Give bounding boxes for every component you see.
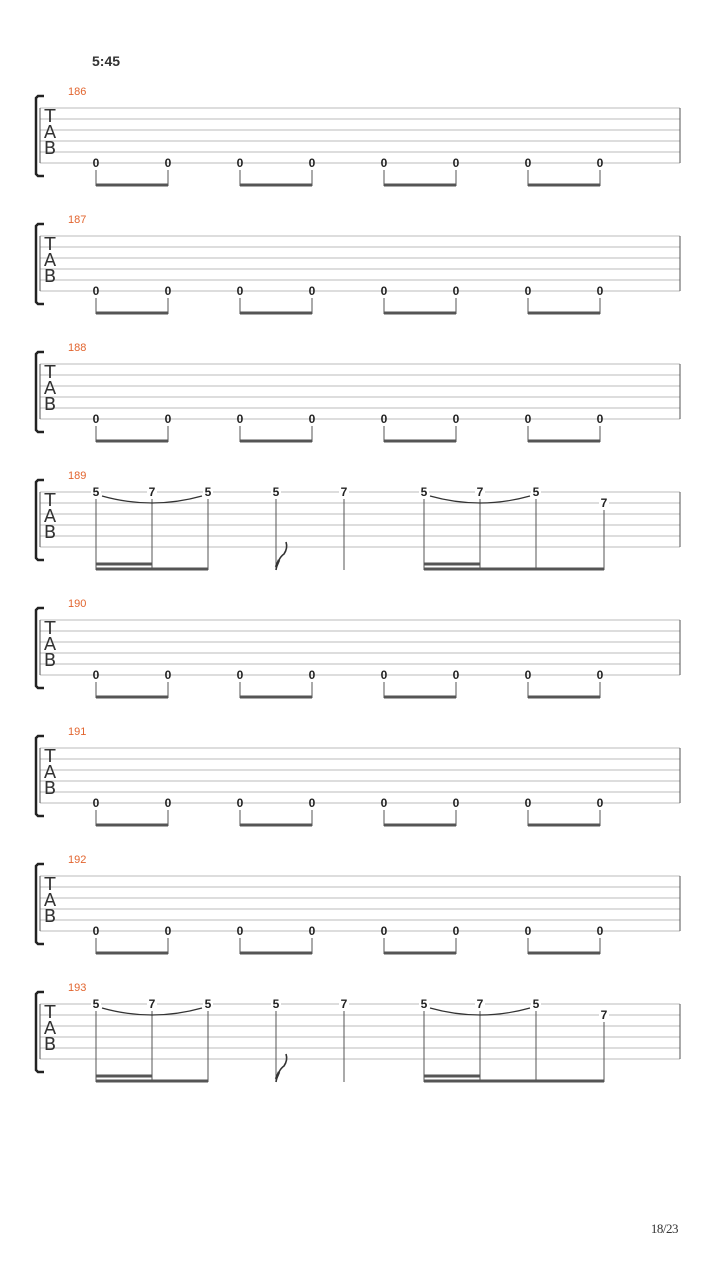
fret-number: 0 xyxy=(596,796,604,810)
fret-number: 5 xyxy=(420,997,428,1011)
fret-number: 0 xyxy=(236,796,244,810)
tab-system xyxy=(0,470,720,570)
tab-clef-letter: T xyxy=(44,746,56,767)
fret-number: 7 xyxy=(148,485,156,499)
fret-number: 0 xyxy=(236,412,244,426)
fret-number: 0 xyxy=(92,156,100,170)
fret-number: 0 xyxy=(452,796,460,810)
measure-number: 186 xyxy=(68,86,87,98)
fret-number: 0 xyxy=(92,668,100,682)
measure-number: 193 xyxy=(68,982,87,994)
fret-number: 0 xyxy=(380,924,388,938)
tab-clef-letter: T xyxy=(44,234,56,255)
tab-clef-letter: T xyxy=(44,362,56,383)
tempo-marker: 5:45 xyxy=(92,53,121,69)
fret-number: 5 xyxy=(420,485,428,499)
tab-system xyxy=(0,86,720,186)
fret-number: 0 xyxy=(164,796,172,810)
fret-number: 0 xyxy=(308,156,316,170)
fret-number: 7 xyxy=(600,1008,608,1022)
fret-number: 0 xyxy=(380,156,388,170)
fret-number: 0 xyxy=(308,284,316,298)
tab-clef-letter: A xyxy=(43,1018,57,1039)
tab-clef-letter: A xyxy=(43,762,57,783)
tab-clef-letter: B xyxy=(43,394,57,415)
tab-clef-letter: B xyxy=(43,266,57,287)
tab-clef-letter: A xyxy=(43,634,57,655)
fret-number: 7 xyxy=(148,997,156,1011)
tab-staff xyxy=(0,470,720,570)
tab-clef-letter: T xyxy=(44,106,56,127)
tab-clef-letter: B xyxy=(43,138,57,159)
fret-number: 0 xyxy=(596,284,604,298)
fret-number: 0 xyxy=(452,284,460,298)
tab-staff xyxy=(0,86,720,186)
tab-clef-letter: T xyxy=(44,1002,56,1023)
fret-number: 0 xyxy=(92,796,100,810)
fret-number: 0 xyxy=(92,924,100,938)
fret-number: 0 xyxy=(524,412,532,426)
fret-number: 0 xyxy=(236,924,244,938)
tab-staff xyxy=(0,982,720,1082)
fret-number: 5 xyxy=(532,997,540,1011)
tab-clef-letter: B xyxy=(43,778,57,799)
page-number: 18/23 xyxy=(650,1221,678,1236)
fret-number: 0 xyxy=(164,412,172,426)
fret-number: 0 xyxy=(236,156,244,170)
fret-number: 0 xyxy=(380,412,388,426)
fret-number: 0 xyxy=(164,924,172,938)
measure-number: 192 xyxy=(68,854,87,866)
fret-number: 0 xyxy=(164,156,172,170)
fret-number: 5 xyxy=(204,485,212,499)
fret-number: 0 xyxy=(380,284,388,298)
tab-system xyxy=(0,342,720,442)
fret-number: 0 xyxy=(380,668,388,682)
fret-number: 0 xyxy=(452,668,460,682)
measure-number: 190 xyxy=(68,598,87,610)
fret-number: 5 xyxy=(204,997,212,1011)
fret-number: 0 xyxy=(164,284,172,298)
fret-number: 0 xyxy=(596,412,604,426)
tab-clef-letter: A xyxy=(43,378,57,399)
measure-number: 188 xyxy=(68,342,87,354)
fret-number: 5 xyxy=(272,997,280,1011)
tab-staff xyxy=(0,854,720,954)
fret-number: 0 xyxy=(596,668,604,682)
fret-number: 7 xyxy=(340,485,348,499)
tab-clef-letter: A xyxy=(43,506,57,527)
tab-clef-letter: A xyxy=(43,890,57,911)
fret-number: 0 xyxy=(308,924,316,938)
fret-number: 7 xyxy=(600,496,608,510)
fret-number: 7 xyxy=(340,997,348,1011)
tab-clef-letter: B xyxy=(43,650,57,671)
tab-staff xyxy=(0,598,720,698)
tab-clef-letter: T xyxy=(44,490,56,511)
tab-clef-letter: T xyxy=(44,618,56,639)
tab-system xyxy=(0,598,720,698)
tab-system xyxy=(0,214,720,314)
tab-staff xyxy=(0,342,720,442)
measure-number: 191 xyxy=(68,726,87,738)
fret-number: 5 xyxy=(92,485,100,499)
tab-staff xyxy=(0,726,720,826)
fret-number: 0 xyxy=(596,156,604,170)
fret-number: 0 xyxy=(596,924,604,938)
fret-number: 7 xyxy=(476,485,484,499)
fret-number: 0 xyxy=(308,796,316,810)
tab-clef-letter: T xyxy=(44,874,56,895)
tab-clef-letter: B xyxy=(43,522,57,543)
fret-number: 0 xyxy=(524,924,532,938)
fret-number: 5 xyxy=(272,485,280,499)
tab-clef-letter: B xyxy=(43,1034,57,1055)
fret-number: 0 xyxy=(308,412,316,426)
fret-number: 7 xyxy=(476,997,484,1011)
tab-staff xyxy=(0,214,720,314)
fret-number: 0 xyxy=(524,156,532,170)
fret-number: 0 xyxy=(380,796,388,810)
measure-number: 187 xyxy=(68,214,87,226)
fret-number: 0 xyxy=(92,412,100,426)
tab-system xyxy=(0,726,720,826)
fret-number: 0 xyxy=(164,668,172,682)
measure-number: 189 xyxy=(68,470,87,482)
tab-clef-letter: A xyxy=(43,250,57,271)
fret-number: 0 xyxy=(524,796,532,810)
fret-number: 0 xyxy=(236,284,244,298)
fret-number: 0 xyxy=(308,668,316,682)
tab-clef-letter: B xyxy=(43,906,57,927)
tab-system xyxy=(0,854,720,954)
fret-number: 0 xyxy=(452,156,460,170)
fret-number: 0 xyxy=(524,668,532,682)
fret-number: 5 xyxy=(532,485,540,499)
fret-number: 0 xyxy=(524,284,532,298)
fret-number: 0 xyxy=(452,412,460,426)
fret-number: 0 xyxy=(236,668,244,682)
fret-number: 5 xyxy=(92,997,100,1011)
fret-number: 0 xyxy=(452,924,460,938)
tab-system xyxy=(0,982,720,1082)
fret-number: 0 xyxy=(92,284,100,298)
tab-clef-letter: A xyxy=(43,122,57,143)
